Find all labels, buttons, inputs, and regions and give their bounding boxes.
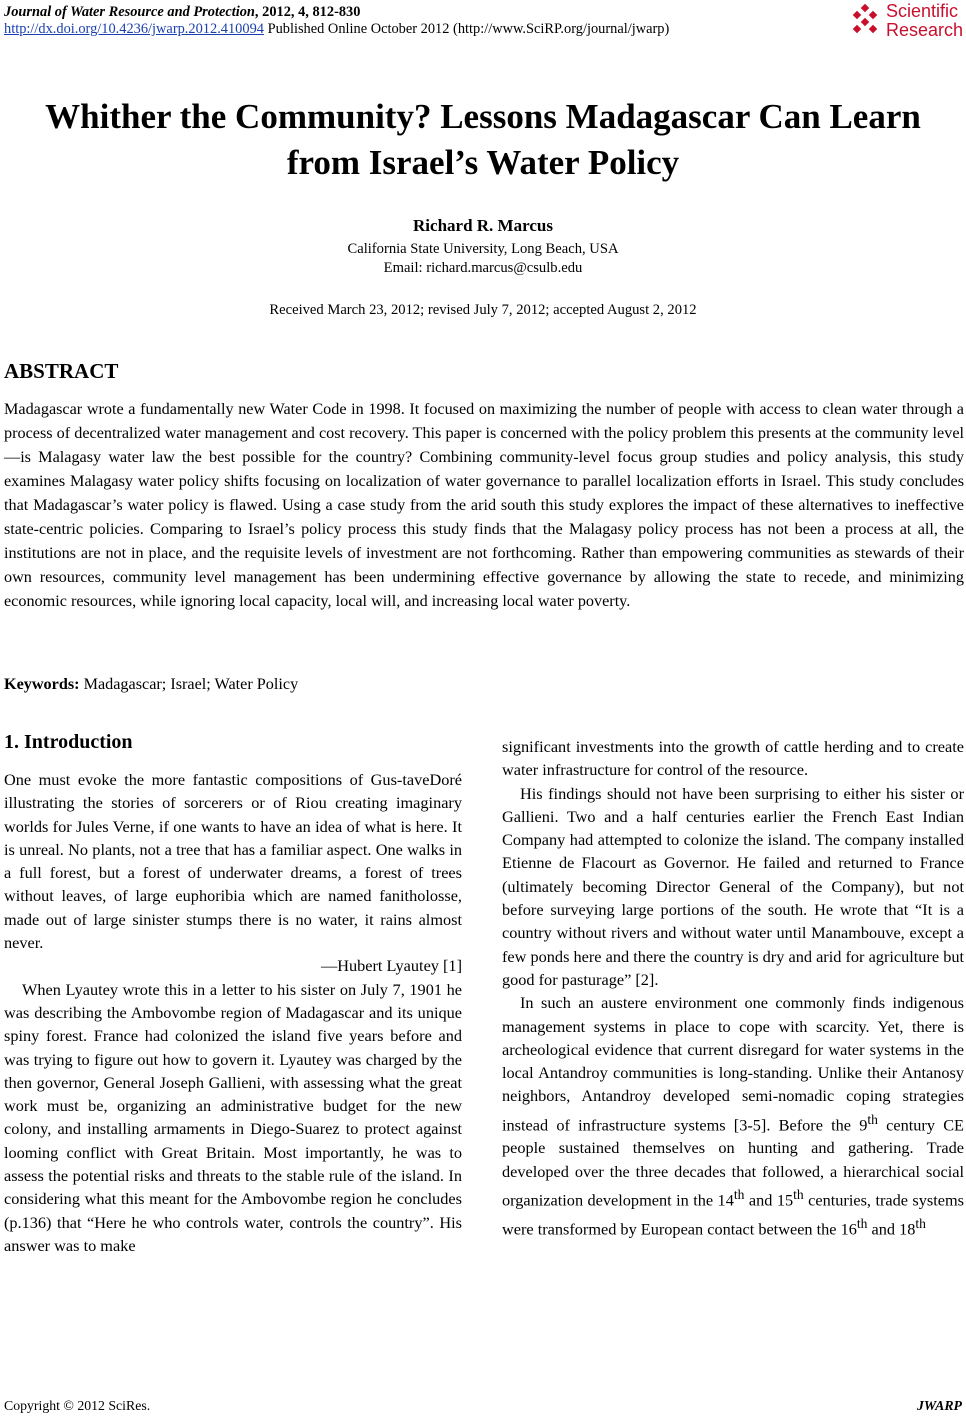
body-paragraph: significant investments into the growth of cattle herding and to create water infrastructure for control of the resource. xyxy=(502,737,964,780)
keywords-list: Madagascar; Israel; Water Policy xyxy=(79,675,299,693)
journal-header xyxy=(4,4,669,38)
text-run: and 18 xyxy=(867,1219,916,1239)
doi-link[interactable]: http://dx.doi.org/10.4236/jwarp.2012.410094 xyxy=(4,21,264,37)
logo-line-1: Scientific xyxy=(886,1,959,21)
text-run: and 15 xyxy=(744,1190,794,1210)
body-paragraph: When Lyautey wrote this in a letter to his sister on July 7, 1901 he was describing the Ambovombe region of Madagascar and its unique spiny forest. France had colonized the island five years before and was trying to figure out how to govern it. Lyautey was charged by the then governor, General Joseph Gallieni, with assessing what the great work must be, organizing an administrative budget for the new colony, and installing armaments in Diego-Suarez to protect against looming conflict with Great Britain. Most importantly, he was to assess the potential risks and threats to the stable rule of the island. In considering what this meant for the Ambovombe region he concludes (p.136) that “Here he who controls water, controls the country”. His answer was to make xyxy=(4,979,462,1255)
footer-journal-abbr: JWARP xyxy=(917,1398,962,1413)
affiliation: California State University, Long Beach, USA xyxy=(347,241,619,257)
published-online: Published Online October 2012 (http://www.SciRP.org/journal/jwarp) xyxy=(263,21,670,37)
abstract-heading: ABSTRACT xyxy=(4,359,119,383)
superscript: th xyxy=(856,1215,868,1231)
text-run: centuries, trade systems were transformed by European contact between the 16 xyxy=(502,1190,964,1239)
title-line-1: Whither the Community? Lessons Madagascar Can Learn xyxy=(45,97,921,136)
author-name: Richard R. Marcus xyxy=(413,216,553,235)
publisher-logo xyxy=(848,2,966,42)
body-paragraph xyxy=(502,991,964,1240)
text-run: In such an austere environment one commonly finds indigenous management systems in place to cope with scarcity. Yet, there is archeological evidence that current disregard for water systems in the local Antandroy communities is long-standing. Unlike their Antanosy neighbors, Antandroy developed semi-nomadic coping strategies instead of infrastructure systems [3-5]. Before the 9 xyxy=(502,993,964,1135)
keywords-label: Keywords: xyxy=(4,675,80,693)
logo-text xyxy=(886,2,963,40)
journal-citation xyxy=(4,4,669,21)
journal-name: Journal of Water Resource and Protection xyxy=(4,4,255,20)
right-column xyxy=(502,735,964,1241)
superscript: th xyxy=(867,1111,878,1127)
abstract-text: Madagascar wrote a fundamentally new Water Code in 1998. It focused on maximizing the number of people with access to clean water through a process of decentralized water management and cost recovery. This paper is concerned with the policy problem this presents at the community level—is Malagasy water law the best possible for the country? Combining community-level focus group studies and policy analysis, this study examines Malagasy water policy shifts focusing on localization of water governance to parallel localization efforts in Israel. This study concludes that Madagascar’s water policy is flawed. Using a case study from the arid south this study explores the impact of these alternatives to ineffective state-centric policies. Comparing to Israel’s policy process this study finds that the Malagasy policy process has not been a process at all, the institutions are not in place, and the requisite levels of investment are not forthcoming. Rather than empowering communities as stewards of their own resources, community level management has been undermining effective governance by allowing the state to recede, and minimizing economic resources, while ignoring local capacity, local will, and increasing local water poverty. xyxy=(4,400,964,610)
superscript: th xyxy=(733,1187,745,1203)
text-run: century CE people sustained themselves on hunting and gathering. Trade developed over the three decades that followed, a hierarchical social organization development in the 14 xyxy=(502,1115,965,1210)
title-line-2: from Israel’s Water Policy xyxy=(286,143,680,182)
superscript: th xyxy=(915,1215,926,1231)
footer-copyright: Copyright © 2012 SciRes. xyxy=(4,1398,151,1413)
received-dates: Received March 23, 2012; revised July 7, 2012; accepted August 2, 2012 xyxy=(269,302,697,318)
logo-line-2: Research xyxy=(886,20,964,40)
body-paragraph: His findings should not have been surprising to either his sister or Gallieni. Two and a half centuries earlier the French East Indian Company had attempted to colonize the island. The company installed Etienne de Flacourt as Governor. He failed and returned to France (ultimately becoming Director General of the Company), but not before surveying large portions of the south. He wrote that “It is a country without rivers and without water until Manambouve, except a few ponds here and there the country is dry and arid for agriculture but good for pasturage” [2]. xyxy=(502,783,964,989)
left-column xyxy=(4,768,462,1257)
volume-pages: , 2012, 4, 812-830 xyxy=(254,4,361,20)
epigraph-attribution: —Hubert Lyautey [1] xyxy=(320,956,462,976)
keywords xyxy=(4,675,298,694)
paper-title xyxy=(0,94,966,186)
author-affiliation xyxy=(0,240,966,278)
author-email: Email: richard.marcus@csulb.edu xyxy=(383,260,583,276)
superscript: th xyxy=(793,1187,804,1203)
publication-line xyxy=(4,21,669,38)
scientific-research-logo-icon xyxy=(848,4,882,38)
epigraph-quote: One must evoke the more fantastic compositions of Gus-taveDoré illustrating the stories of sorcerers or of Riou creating imaginary worlds for Jules Verne, if one wants to have an idea of what is here. It is unreal. No plants, not a tree that has a familiar aspect. One walks in a full forest, but a forest of underwater dreams, a forest of trees without leaves, of large euphoribia which are named fanitholosse, made out of large sinister stumps there is no water, it rains almost never. xyxy=(4,770,462,953)
section-heading-introduction: 1. Introduction xyxy=(4,731,133,753)
